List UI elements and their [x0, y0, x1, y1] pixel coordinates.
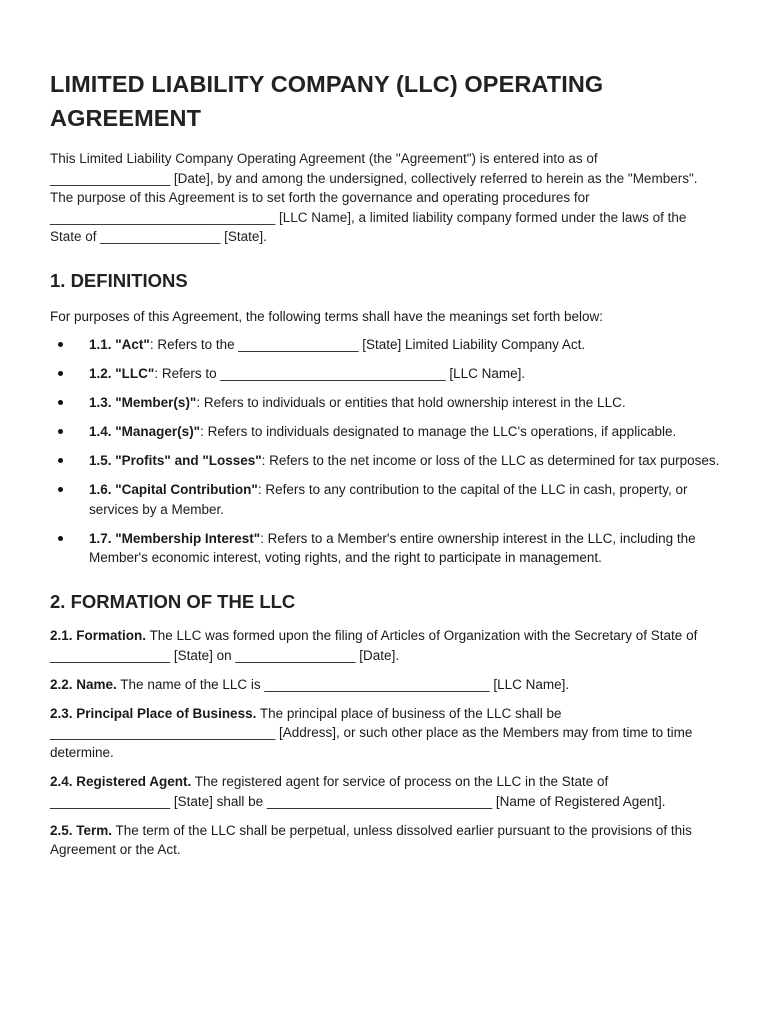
- definition-item: [50, 422, 720, 442]
- clause-label: 2.5. Term.: [50, 822, 113, 838]
- clause-principal-place: [50, 704, 720, 763]
- definition-item: [50, 364, 720, 384]
- definition-term: 1.5. "Profits" and "Losses": [89, 452, 262, 468]
- definition-text: : Refers to ______________________________ [LLC Name].: [154, 365, 526, 381]
- clause-registered-agent: [50, 772, 720, 811]
- definition-item: [50, 393, 720, 413]
- definition-text: : Refers to any contribution to the capital of the LLC in cash, property, or services by a Member.: [89, 482, 688, 517]
- bullet-icon: [58, 487, 63, 492]
- clause-text: The term of the LLC shall be perpetual, unless dissolved earlier pursuant to the provisions of this Agreement or the Act.: [50, 822, 692, 858]
- definition-item: [50, 529, 720, 568]
- clause-text: The name of the LLC is ______________________________ [LLC Name].: [116, 676, 570, 692]
- intro-paragraph: This Limited Liability Company Operating Agreement (the "Agreement") is entered into as of ________________ [Date], by and among the undersigned, collectively referred to herein as the "Members". The purpose of this Agreement is to set forth the governance and operating procedures for ______________________________ [LLC Name], a limited liability company formed under the laws of the State of ________________ [State].: [50, 151, 698, 245]
- definition-text: : Refers to individuals designated to manage the LLC's operations, if applicable.: [200, 423, 677, 439]
- definition-text: : Refers to the net income or loss of the LLC as determined for tax purposes.: [261, 452, 720, 468]
- definition-text: : Refers to individuals or entities that hold ownership interest in the LLC.: [196, 394, 626, 410]
- clause-text: The LLC was formed upon the filing of Articles of Organization with the Secretary of State of ________________ [State] on ________________ [Date].: [50, 627, 698, 663]
- clause-label: 2.3. Principal Place of Business.: [50, 705, 257, 721]
- clause-formation: [50, 626, 720, 665]
- document-title: LIMITED LIABILITY COMPANY (LLC) OPERATING AGREEMENT: [50, 71, 604, 131]
- definition-term: 1.1. "Act": [89, 336, 150, 352]
- bullet-icon: [58, 536, 63, 541]
- definition-item: [50, 335, 720, 355]
- clause-text: The registered agent for service of process on the LLC in the State of ________________ [State] shall be ______________________________ [Name of Registered Agent].: [50, 773, 666, 809]
- definition-item: [50, 451, 720, 471]
- clause-name: [50, 675, 720, 695]
- definitions-lead: For purposes of this Agreement, the following terms shall have the meanings set forth below:: [50, 308, 604, 324]
- clause-label: 2.2. Name.: [50, 676, 117, 692]
- clause-term: [50, 821, 720, 860]
- definition-term: 1.6. "Capital Contribution": [89, 482, 258, 498]
- clause-label: 2.1. Formation.: [50, 627, 147, 643]
- definition-text: : Refers to a Member's entire ownership interest in the LLC, including the Member's economic interest, voting rights, and the right to participate in management.: [89, 530, 696, 566]
- formation-clauses: [50, 626, 720, 860]
- clause-text: The principal place of business of the LLC shall be ______________________________ [Address], or such other place as the Members may from time to time determine.: [50, 705, 693, 760]
- bullet-icon: [58, 400, 63, 405]
- clause-label: 2.4. Registered Agent.: [50, 773, 192, 789]
- definitions-list: [50, 335, 720, 568]
- definition-term: 1.2. "LLC": [89, 365, 155, 381]
- bullet-icon: [58, 458, 63, 463]
- bullet-icon: [58, 342, 63, 347]
- section-definitions-heading: 1. DEFINITIONS: [50, 269, 188, 291]
- definition-term: 1.7. "Membership Interest": [89, 530, 261, 546]
- bullet-icon: [58, 429, 63, 434]
- definition-term: 1.3. "Member(s)": [89, 394, 197, 410]
- definition-text: : Refers to the ________________ [State] Limited Liability Company Act.: [149, 336, 586, 352]
- bullet-icon: [58, 371, 63, 376]
- definition-item: [50, 480, 720, 519]
- section-formation-heading: 2. FORMATION OF THE LLC: [50, 590, 296, 612]
- definition-term: 1.4. "Manager(s)": [89, 423, 201, 439]
